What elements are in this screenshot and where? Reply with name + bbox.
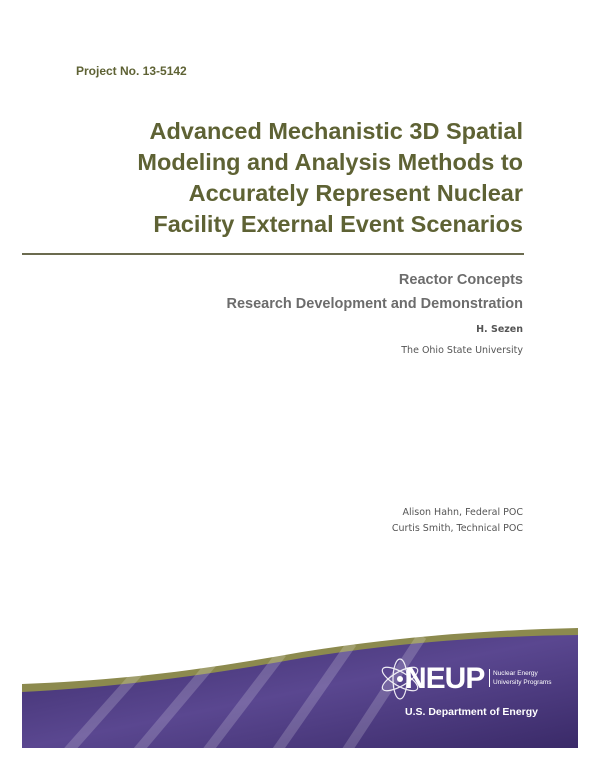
neup-wordmark: NEUP: [405, 662, 485, 695]
technical-poc: Curtis Smith, Technical POC: [391, 523, 523, 534]
title-line: Facility External Event Scenarios: [153, 211, 523, 237]
title-line: Modeling and Analysis Methods to: [137, 149, 523, 175]
program-subname: Research Development and Demonstration: [226, 296, 523, 312]
neup-subtitle: [489, 669, 552, 687]
neup-subtitle-line: Nuclear Energy: [493, 670, 538, 677]
author-name: H. Sezen: [476, 324, 523, 335]
federal-poc: Alison Hahn, Federal POC: [402, 507, 523, 518]
agency-name: U.S. Department of Energy: [405, 706, 539, 718]
report-title: [53, 116, 523, 240]
title-line: Advanced Mechanistic 3D Spatial: [149, 118, 523, 144]
contacts-block: [392, 505, 523, 537]
neup-subtitle-line: University Programs: [493, 679, 552, 686]
program-block: [226, 271, 523, 313]
author-organization: The Ohio State University: [401, 345, 523, 356]
title-divider: [22, 253, 524, 255]
project-number: Project No. 13-5142: [76, 64, 187, 78]
title-line: Accurately Represent Nuclear: [188, 180, 523, 206]
author-block: [401, 323, 523, 357]
program-name: Reactor Concepts: [398, 272, 523, 288]
